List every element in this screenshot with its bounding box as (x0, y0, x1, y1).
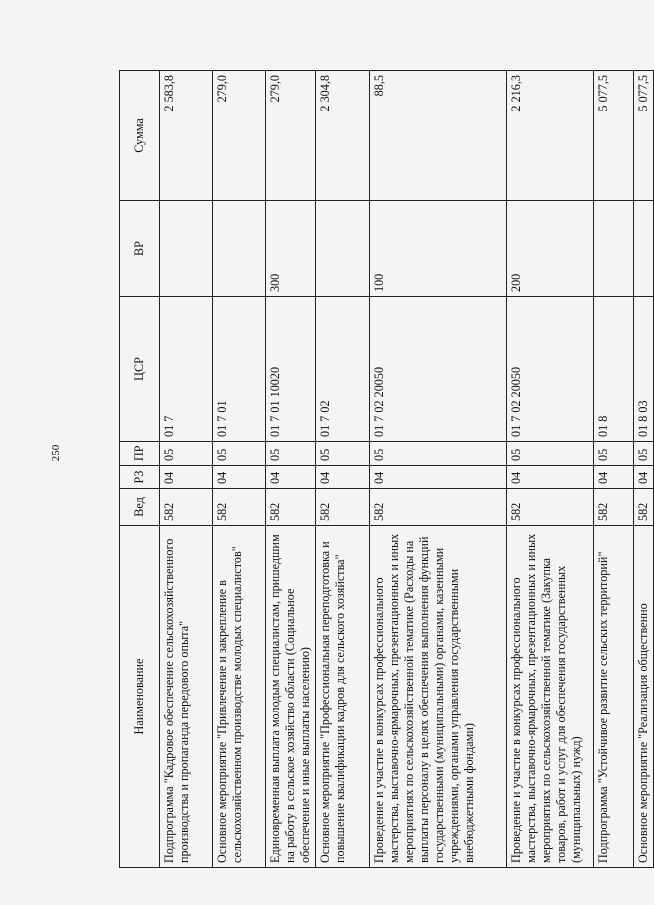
cell-sum: 2 216,3 (507, 71, 594, 201)
cell-pr: 05 (213, 442, 266, 466)
cell-rz: 04 (213, 466, 266, 489)
cell-vr: 300 (266, 201, 316, 297)
cell-name: Подпрограмма "Кадровое обеспечение сельскохозяйственного производства и пропаганда передового опыта" (160, 526, 213, 868)
cell-ved: 582 (370, 489, 507, 526)
cell-ved: 582 (160, 489, 213, 526)
header-sum: Сумма (120, 71, 160, 201)
cell-name: Основное мероприятие "Привлечение и закрепление в сельскохозяйственном производстве молодых специалистов" (213, 526, 266, 868)
table-row (316, 71, 370, 868)
cell-csr: 01 7 02 20050 (370, 297, 507, 442)
cell-ved: 582 (634, 489, 654, 526)
cell-vr (316, 201, 370, 297)
cell-rz: 04 (634, 466, 654, 489)
table-header-row (120, 71, 160, 868)
cell-pr: 05 (266, 442, 316, 466)
cell-pr: 05 (594, 442, 634, 466)
cell-ved: 582 (266, 489, 316, 526)
cell-vr: 100 (370, 201, 507, 297)
cell-name: Единовременная выплата молодым специалистам, пришедшим на работу в сельское хозяйство области (Социальное обеспечение и иные выплаты населению) (266, 526, 316, 868)
cell-vr (213, 201, 266, 297)
cell-csr: 01 7 02 20050 (507, 297, 594, 442)
cell-rz: 04 (160, 466, 213, 489)
cell-rz: 04 (266, 466, 316, 489)
cell-rz: 04 (316, 466, 370, 489)
budget-table (119, 70, 654, 868)
cell-name: Проведение и участие в конкурсах профессионального мастерства, выставочно-ярмарочных, презентационных и иных мероприятиях по сельскохозяйственной тематике (Расходы на выплаты персоналу в целях обеспечения выполнения функций государственными (муниципальными) органами, казенными учреждениями, органами управления государственными внебюджетными фондами) (370, 526, 507, 868)
cell-pr: 05 (160, 442, 213, 466)
header-csr: ЦСР (120, 297, 160, 442)
cell-pr: 05 (507, 442, 594, 466)
table-row (594, 71, 634, 868)
table-row (634, 71, 654, 868)
table-row (160, 71, 213, 868)
cell-rz: 04 (594, 466, 634, 489)
table-row (507, 71, 594, 868)
cell-ved: 582 (594, 489, 634, 526)
cell-csr: 01 8 03 (634, 297, 654, 442)
cell-sum: 88,5 (370, 71, 507, 201)
cell-sum: 5 077,5 (594, 71, 634, 201)
cell-rz: 04 (370, 466, 507, 489)
cell-name: Проведение и участие в конкурсах профессионального мастерства, выставочно-ярмарочных, презентационных и иных мероприятиях по сельскохозяйственной тематике (Закупка товаров, работ и услуг для обеспечения государственных (муниципальных) нужд) (507, 526, 594, 868)
cell-pr: 05 (634, 442, 654, 466)
cell-vr (160, 201, 213, 297)
cell-vr (634, 201, 654, 297)
header-vr: ВР (120, 201, 160, 297)
cell-name: Основное мероприятие "Профессиональная переподготовка и повышение квалификации кадров для сельского хозяйства" (316, 526, 370, 868)
cell-vr: 200 (507, 201, 594, 297)
page-number: 250 (50, 444, 62, 462)
header-ved: Вед (120, 489, 160, 526)
table-row (266, 71, 316, 868)
cell-name: Основное мероприятие "Реализация общественно (634, 526, 654, 868)
cell-sum: 279,0 (266, 71, 316, 201)
cell-name: Подпрограмма "Устойчивое развитие сельских территорий" (594, 526, 634, 868)
cell-sum: 2 304,8 (316, 71, 370, 201)
cell-ved: 582 (507, 489, 594, 526)
cell-sum: 5 077,5 (634, 71, 654, 201)
cell-csr: 01 7 (160, 297, 213, 442)
header-name: Наименование (120, 526, 160, 868)
cell-ved: 582 (213, 489, 266, 526)
cell-sum: 2 583,8 (160, 71, 213, 201)
cell-csr: 01 8 (594, 297, 634, 442)
header-pr: ПР (120, 442, 160, 466)
cell-pr: 05 (316, 442, 370, 466)
cell-csr: 01 7 01 (213, 297, 266, 442)
table-row (213, 71, 266, 868)
header-rz: РЗ (120, 466, 160, 489)
rotated-table-wrapper (119, 71, 650, 868)
cell-sum: 279,0 (213, 71, 266, 201)
cell-csr: 01 7 01 10020 (266, 297, 316, 442)
cell-csr: 01 7 02 (316, 297, 370, 442)
cell-ved: 582 (316, 489, 370, 526)
table-row (370, 71, 507, 868)
cell-rz: 04 (507, 466, 594, 489)
cell-pr: 05 (370, 442, 507, 466)
cell-vr (594, 201, 634, 297)
